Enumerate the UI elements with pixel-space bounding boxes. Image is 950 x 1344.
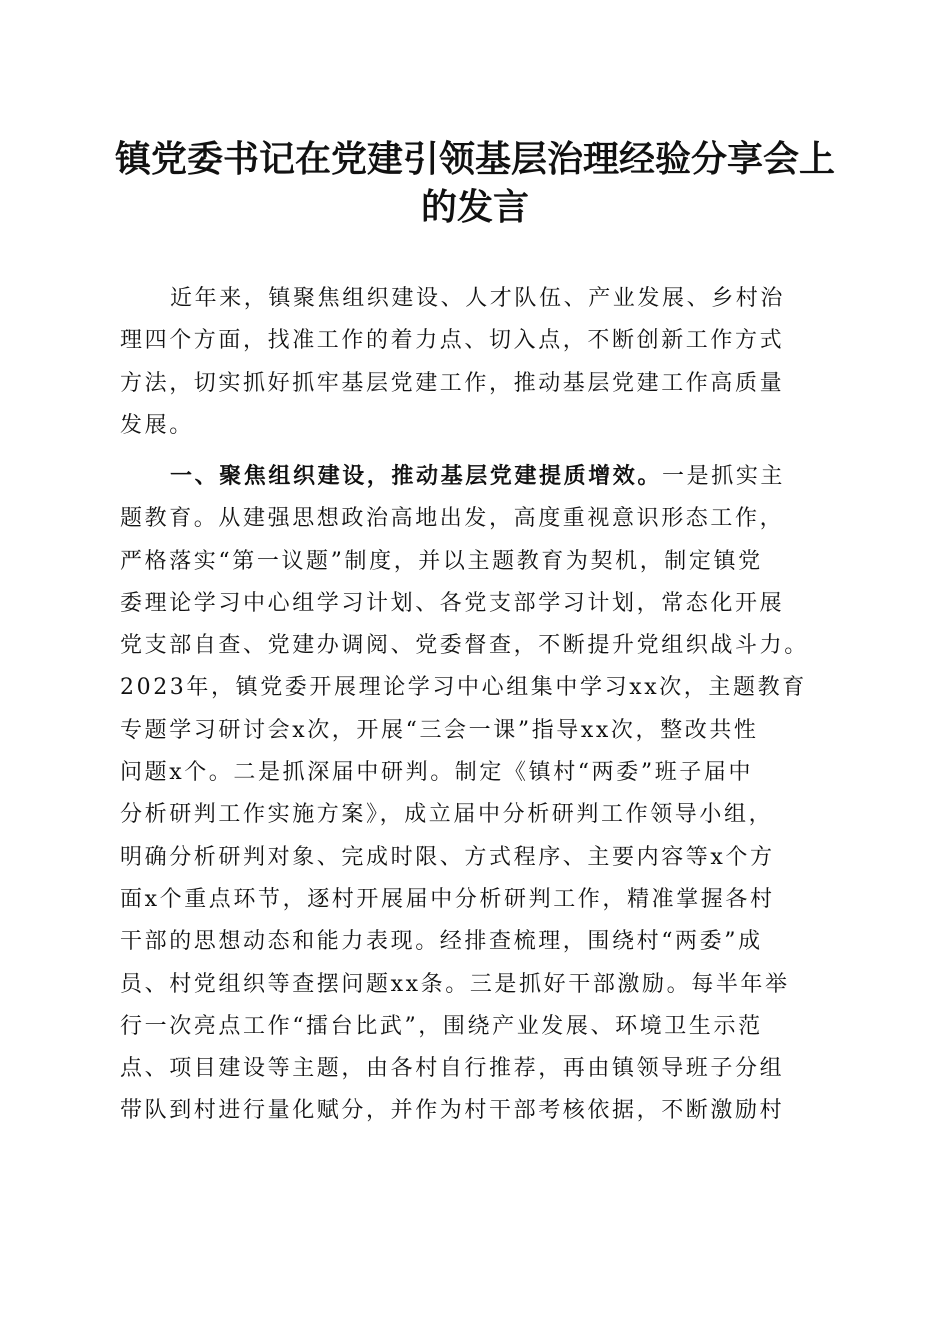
text-fragment: 一是抓实主	[662, 464, 786, 489]
document-title-line-1: 镇党委书记在党建引领基层治理经验分享会上	[114, 138, 835, 180]
paragraph-section-1	[120, 456, 840, 1133]
text-line: 方法，切实抓好抓牢基层党建工作，推动基层党建工作高质量	[120, 370, 785, 396]
text-line: 点、项目建设等主题，由各村自行推荐，再由镇领导班子分组	[120, 1056, 785, 1082]
text-line: 干部的思想动态和能力表现。经排查梳理，围绕村“两委”成	[120, 929, 763, 955]
paragraph-intro	[120, 278, 840, 447]
text-line: 专题学习研讨会x次，开展“三会一课”指导xx次，整改共性	[120, 717, 759, 743]
text-line: 带队到村进行量化赋分，并作为村干部考核依据，不断激励村	[120, 1098, 785, 1124]
text-line: 员、村党组织等查摆问题xx条。三是抓好干部激励。每半年举	[120, 971, 790, 997]
text-line: 发展。	[120, 412, 194, 438]
text-line: 题教育。从建强思想政治高地出发，高度重视意识形态工作，	[120, 506, 785, 532]
text-line: 严格落实“第一议题”制度，并以主题教育为契机，制定镇党	[120, 548, 763, 574]
text-line: 明确分析研判对象、完成时限、方式程序、主要内容等x个方	[120, 844, 775, 870]
text-line: 问题x个。二是抓深届中研判。制定《镇村“两委”班子届中	[120, 760, 754, 786]
text-line: 委理论学习中心组学习计划、各党支部学习计划，常态化开展	[120, 590, 785, 616]
text-line: 近年来，镇聚焦组织建设、人才队伍、产业发展、乡村治	[170, 286, 786, 311]
text-line: 面x个重点环节，逐村开展届中分析研判工作，精准掌握各村	[120, 886, 775, 912]
section-first-line	[120, 456, 840, 498]
section-heading: 一、聚焦组织建设，推动基层党建提质增效。	[170, 464, 663, 489]
text-line: 行一次亮点工作“擂台比武”，围绕产业发展、环境卫生示范	[120, 1013, 763, 1039]
text-line: 分析研判工作实施方案》，成立届中分析研判工作领导小组，	[120, 802, 774, 828]
document-title-line-2: 的发言	[420, 186, 529, 228]
text-line: 理四个方面，找准工作的着力点、切入点，不断创新工作方式	[120, 328, 785, 354]
text-line: 党支部自查、党建办调阅、党委督查，不断提升党组织战斗力。	[120, 633, 809, 659]
text-line: 2023年，镇党委开展理论学习中心组集中学习xx次，主题教育	[120, 675, 807, 701]
